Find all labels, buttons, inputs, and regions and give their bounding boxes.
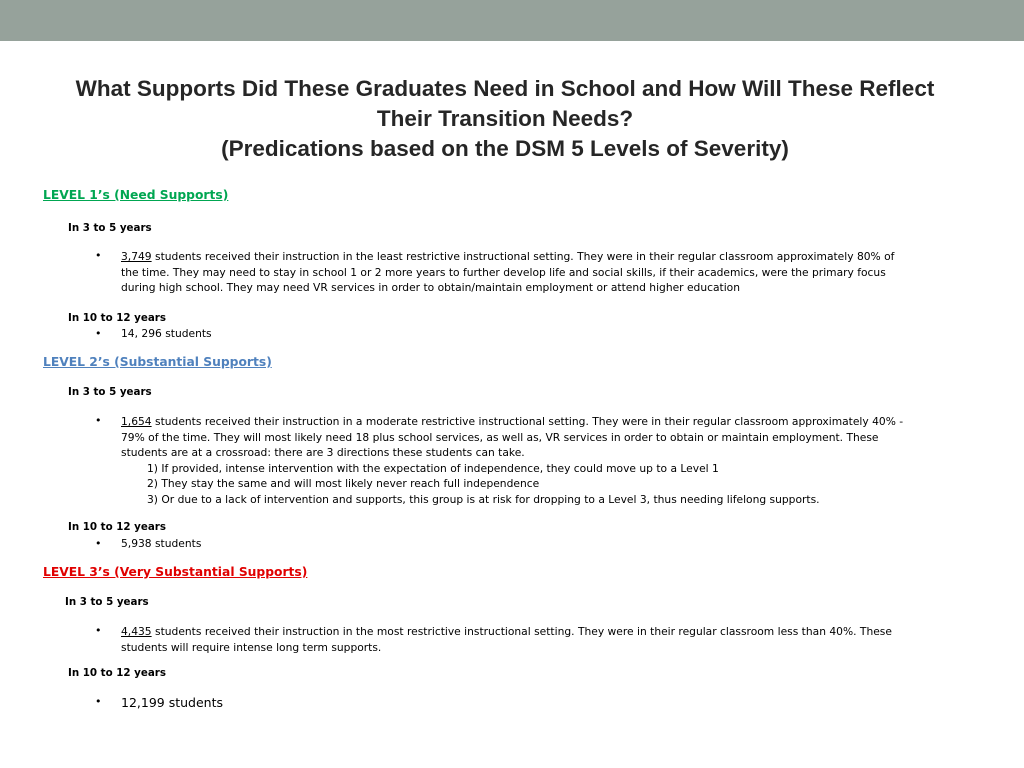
bullet-icon: • [95, 249, 102, 262]
level-2-text-line-2: 79% of the time. They will most likely need 18 plus school services, as well as, VR services in order to obtain or maintain employment. These [121, 430, 879, 444]
level-2-3to5-text [121, 414, 1001, 507]
bullet-icon: • [95, 537, 102, 550]
level-1-count: 3,749 [121, 250, 152, 263]
level-3-10to12-item: 12,199 students [121, 695, 224, 710]
title-line-1: What Supports Did These Graduates Need in School and How Will These Reflect [75, 76, 935, 101]
level-3-text-line-1: students received their instruction in the most restrictive instructional setting. They were in their regular classroom less than 40%. These [155, 625, 892, 638]
level-2-10to12-item: 5,938 students [121, 537, 202, 550]
level-2-text-line-1: students received their instruction in a moderate restrictive instructional setting. They were in their regular classroom approximately 40% - [155, 415, 904, 428]
level-3-3to5-label: In 3 to 5 years [65, 596, 149, 608]
level-1-10to12-label: In 10 to 12 years [68, 312, 167, 324]
level-1-heading: LEVEL 1’s (Need Supports) [43, 188, 229, 202]
level-3-heading: LEVEL 3’s (Very Substantial Supports) [43, 565, 308, 579]
level-2-text-line-3: students are at a crossroad: there are 3 directions these students can take. [121, 446, 525, 459]
level-2-option-2: 2) They stay the same and will most likely never reach full independence [147, 477, 540, 490]
level-2-heading: LEVEL 2’s (Substantial Supports) [43, 355, 272, 369]
level-2-option-3: 3) Or due to a lack of intervention and supports, this group is at risk for dropping to a Level 3, thus needing lifelong supports. [147, 492, 820, 506]
level-2-10to12-label: In 10 to 12 years [68, 521, 167, 533]
bullet-icon: • [95, 624, 102, 637]
level-1-text-line-3: during high school. They may need VR services in order to obtain/maintain employment or attend higher education [121, 281, 740, 294]
title-line-2: Their Transition Needs? [376, 106, 634, 131]
level-2-count: 1,654 [121, 415, 152, 428]
level-1-text-line-2: the time. They may need to stay in school 1 or 2 more years to further develop life and social skills, if their academics, were the primary focus [121, 265, 886, 279]
level-2-3to5-label: In 3 to 5 years [68, 386, 152, 398]
level-1-10to12-item: 14, 296 students [121, 327, 212, 340]
level-3-count: 4,435 [121, 625, 152, 638]
level-3-3to5-text [121, 624, 1001, 655]
level-1-3to5-text [121, 249, 1001, 296]
bullet-icon: • [95, 695, 102, 708]
title-line-3: (Predications based on the DSM 5 Levels of Severity) [221, 136, 789, 161]
level-1-3to5-label: In 3 to 5 years [68, 222, 152, 234]
level-3-10to12-label: In 10 to 12 years [68, 667, 167, 679]
level-2-option-1: 1) If provided, intense intervention with the expectation of independence, they could move up to a Level 1 [147, 461, 719, 475]
level-1-text-line-1: students received their instruction in the least restrictive instructional setting. They were in their regular classroom approximately 80% of [155, 250, 895, 263]
bullet-icon: • [95, 414, 102, 427]
level-3-text-line-2: students will require intense long term supports. [121, 640, 382, 654]
bullet-icon: • [95, 327, 102, 340]
